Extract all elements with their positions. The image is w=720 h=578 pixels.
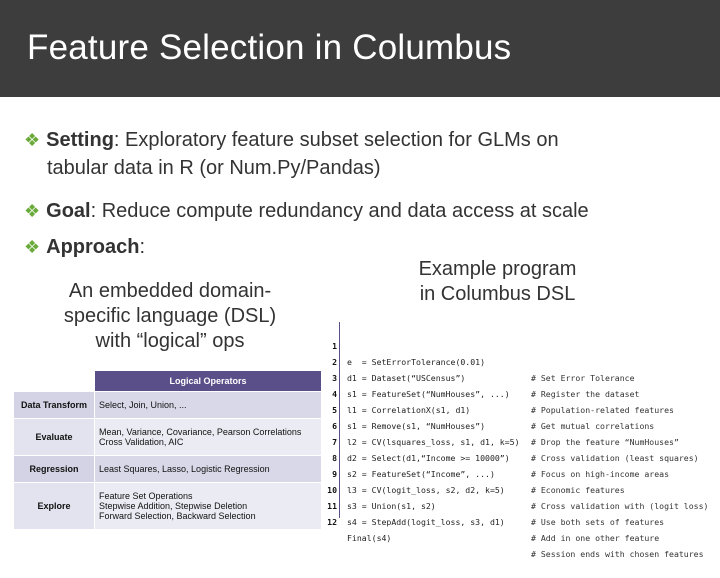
line-number: 2 [332, 357, 337, 367]
diamond-bullet-icon: ❖ [24, 201, 41, 221]
bullet-text: : Reduce compute redundancy and data access at scale [90, 200, 589, 222]
caption-line: An embedded domain- [68, 280, 272, 302]
bullet-goal [24, 197, 589, 225]
line-number: 10 [327, 485, 337, 495]
row-category: Regression [14, 456, 95, 483]
code-text: s2 = FeatureSet(“Income”, ...) [347, 469, 495, 479]
code-text: Final(s4) [347, 533, 392, 543]
row-category: Explore [14, 483, 95, 530]
op-line: Forward Selection, Backward Selection [99, 511, 256, 521]
line-number: 5 [332, 405, 337, 415]
diamond-bullet-icon: ❖ [24, 237, 41, 257]
bullet-term: Approach [46, 236, 140, 258]
code-comment: # Set Error Tolerance [531, 373, 635, 383]
op-line: Cross Validation, AIC [99, 437, 184, 447]
code-text: s4 = StepAdd(logit_loss, s3, d1) [347, 517, 505, 527]
title-bar [0, 0, 720, 97]
example-caption [385, 257, 610, 307]
dsl-caption [30, 279, 310, 354]
bullet-text: : Exploratory feature subset selection for GLMs on [113, 129, 559, 151]
bullet-approach [24, 233, 145, 261]
diamond-bullet-icon: ❖ [24, 130, 41, 150]
code-text: l3 = CV(logit_loss, s2, d2, k=5) [347, 485, 505, 495]
table-row [14, 456, 322, 483]
bullet-text-continued: tabular data in R (or Num.Py/Pandas) [47, 157, 381, 179]
bullet-setting [24, 126, 559, 182]
op-line: Least Squares, Lasso, Logistic Regression [99, 464, 270, 474]
code-comment: # Session ends with chosen features [531, 549, 704, 559]
caption-line: Example program [418, 258, 577, 280]
line-number: 7 [332, 437, 337, 447]
code-comment: # Economic features [531, 485, 625, 495]
code-comment: # Focus on high-income areas [531, 469, 670, 479]
code-comment: # Drop the feature “NumHouses” [531, 437, 679, 447]
op-line: Mean, Variance, Covariance, Pearson Correlations [99, 427, 302, 437]
code-text: l1 = CorrelationX(s1, d1) [347, 405, 471, 415]
code-comment: # Cross validation with (logit loss) [531, 501, 709, 511]
code-text: e = SetErrorTolerance(0.01) [347, 357, 486, 367]
row-ops [95, 419, 322, 456]
table-row [14, 392, 322, 419]
table-row [14, 419, 322, 456]
table-header: Logical Operators [95, 371, 322, 392]
bullet-text: : [139, 236, 146, 258]
row-ops [95, 483, 322, 530]
code-listing [325, 322, 715, 559]
line-number: 9 [332, 469, 337, 479]
caption-line: specific language (DSL) [63, 305, 277, 327]
code-text: d1 = Dataset(“USCensus”) [347, 373, 466, 383]
line-number: 1 [332, 341, 337, 351]
code-comment: # Get mutual correlations [531, 421, 655, 431]
code-comment: # Cross validation (least squares) [531, 453, 699, 463]
table-row [14, 483, 322, 530]
line-number: 11 [327, 501, 337, 511]
line-number: 12 [327, 517, 337, 527]
row-category: Data Transform [14, 392, 95, 419]
code-comment: # Add in one other feature [531, 533, 660, 543]
bullet-term: Setting [46, 129, 114, 151]
code-text: s1 = FeatureSet(“NumHouses”, ...) [347, 389, 510, 399]
op-line: Feature Set Operations [99, 491, 193, 501]
code-comment: # Use both sets of features [531, 517, 665, 527]
row-ops [95, 456, 322, 483]
code-comment: # Register the dataset [531, 389, 640, 399]
logical-operators-table [13, 370, 322, 530]
code-text: d2 = Select(d1,“Income >= 10000”) [347, 453, 510, 463]
code-text: s1 = Remove(s1, “NumHouses”) [347, 421, 486, 431]
code-text: l2 = CV(lsquares_loss, s1, d1, k=5) [347, 437, 520, 447]
table-corner [14, 371, 95, 392]
row-ops [95, 392, 322, 419]
line-number: 8 [332, 453, 337, 463]
bullet-term: Goal [46, 200, 91, 222]
caption-line: in Columbus DSL [419, 283, 576, 305]
slide-title: Feature Selection in Columbus [27, 28, 512, 67]
op-line: Select, Join, Union, ... [99, 400, 187, 410]
op-line: Stepwise Addition, Stepwise Deletion [99, 501, 248, 511]
code-text: s3 = Union(s1, s2) [347, 501, 436, 511]
line-number: 4 [332, 389, 337, 399]
line-number: 3 [332, 373, 337, 383]
code-comment: # Population-related features [531, 405, 674, 415]
line-number: 6 [332, 421, 337, 431]
row-category: Evaluate [14, 419, 95, 456]
caption-line: with “logical” ops [95, 330, 245, 352]
